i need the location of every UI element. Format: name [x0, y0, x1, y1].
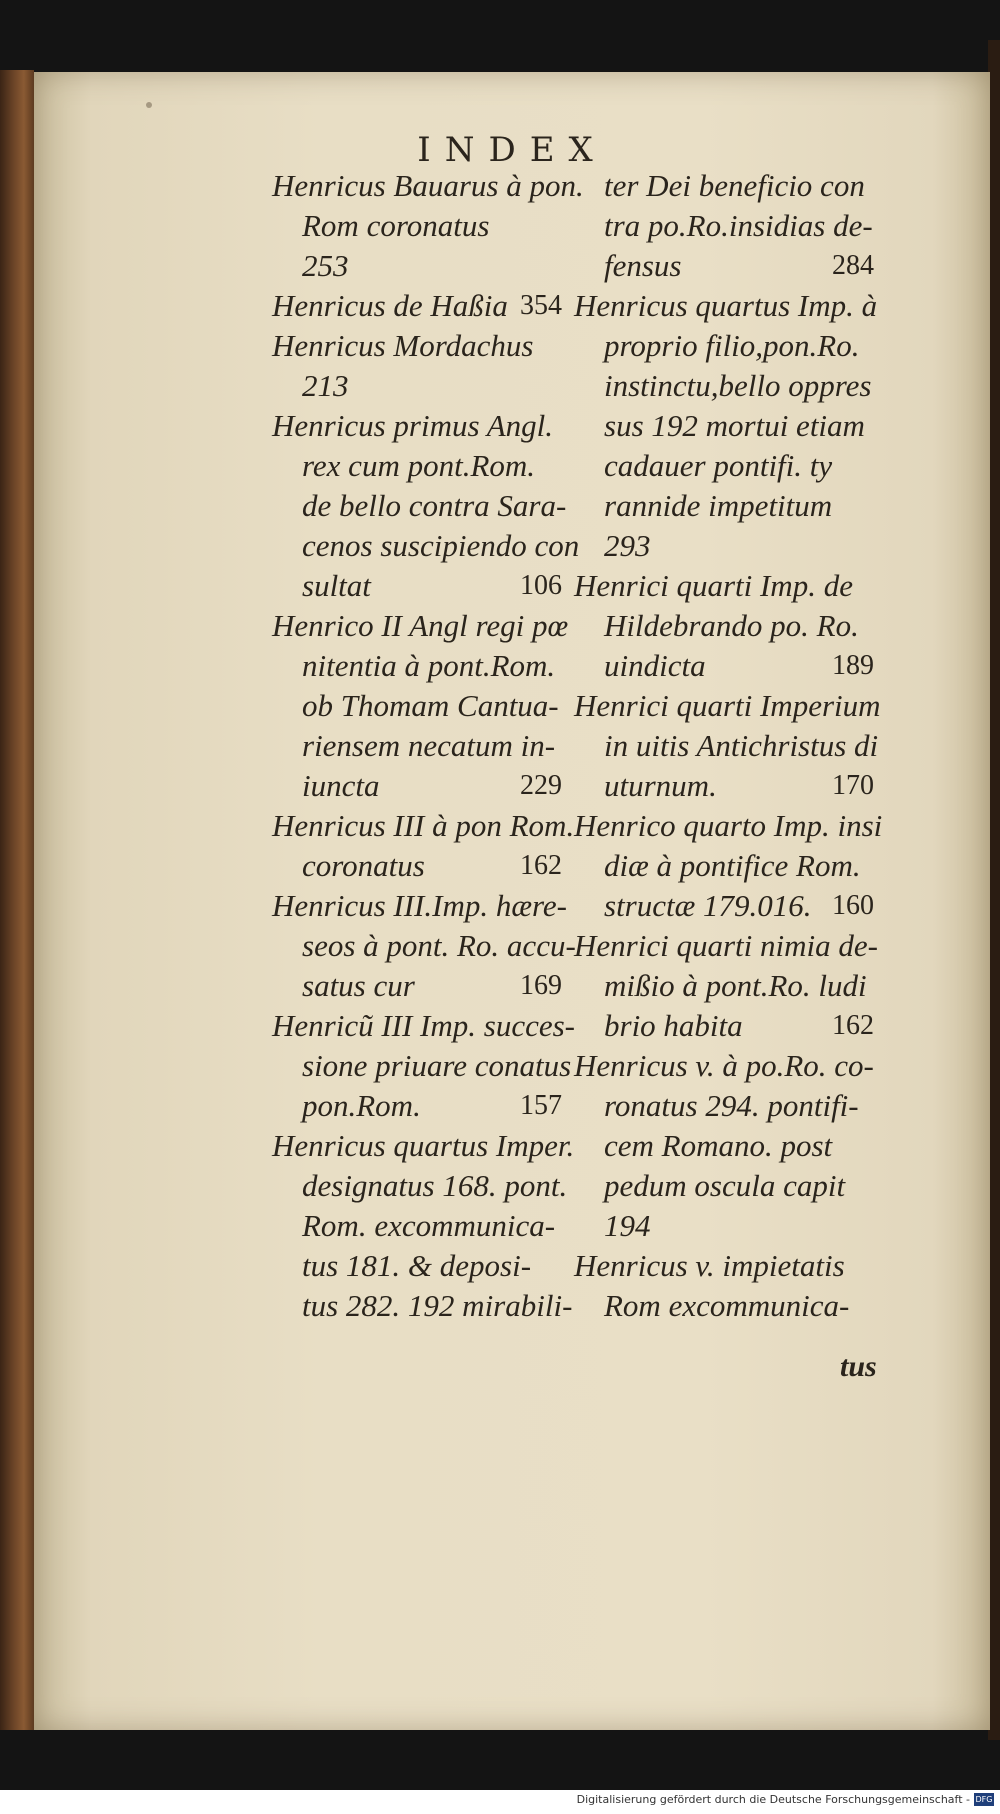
entry-text: tus 282. 192 mirabili-: [302, 1288, 573, 1323]
entry-text: Henrico quarto Imp. insi: [574, 808, 883, 843]
index-entry-line: [574, 886, 874, 926]
index-entry-line: [272, 886, 567, 926]
index-entry-line: [272, 1086, 562, 1126]
index-entry-line: [272, 766, 562, 806]
entry-text: cadauer pontifi. ty: [604, 448, 833, 483]
index-entry-line: [574, 1006, 874, 1046]
index-entry-line: [272, 166, 584, 206]
index-entry-line: [574, 406, 874, 446]
page-reference: 169: [520, 970, 562, 1001]
entry-text: Henricus Mordachus: [272, 328, 534, 363]
index-entry-line: [574, 606, 874, 646]
index-entry-line: [272, 1006, 575, 1046]
entry-text: cenos suscipiendo con: [302, 528, 580, 563]
page-reference: 160: [832, 890, 874, 921]
index-entry-line: [272, 1166, 568, 1206]
entry-text: in uitis Antichristus di: [604, 728, 879, 763]
entry-text: mißio à pont.Ro. ludi: [604, 968, 867, 1003]
entry-text: iuncta: [302, 768, 380, 803]
entry-text: structæ 179.016.: [604, 888, 812, 923]
entry-text: diæ à pontifice Rom.: [604, 848, 861, 883]
index-entry-line: [272, 526, 580, 566]
entry-text: designatus 168. pont.: [302, 1168, 568, 1203]
entry-text: nitentia à pont.Rom.: [302, 648, 556, 683]
dfg-logo: DFG: [975, 1795, 993, 1804]
index-entry-line: [272, 366, 562, 406]
index-entry-line: [272, 1286, 573, 1326]
index-entry-line: [272, 486, 567, 526]
index-entry-line: [272, 1126, 575, 1166]
entry-text: tus 181. & deposi-: [302, 1248, 532, 1283]
entry-text: ob Thomam Cantua-: [302, 688, 559, 723]
page-reference: 162: [832, 1010, 874, 1041]
index-entry-line: [574, 726, 879, 766]
catchword: tus: [840, 1350, 877, 1383]
page-reference: 354: [520, 290, 562, 321]
entry-text: coronatus: [302, 848, 425, 883]
book-edge: [0, 70, 34, 1730]
page-reference: 189: [832, 650, 874, 681]
entry-text: Henrici quarti Imperium: [574, 688, 881, 723]
entry-text: seos à pont. Ro. accu-: [302, 928, 576, 963]
index-entry-line: [272, 1206, 562, 1246]
page-reference: 170: [832, 770, 874, 801]
index-entry-line: [574, 1086, 874, 1126]
index-entry-line: [574, 806, 883, 846]
index-entry-line: [574, 1246, 874, 1286]
index-entry-line: [574, 966, 874, 1006]
index-entry-line: [272, 726, 562, 766]
index-entry-line: [272, 286, 562, 326]
entry-text: 293: [604, 528, 651, 563]
entry-text: instinctu,bello oppres: [604, 368, 872, 403]
index-entry-line: [574, 766, 874, 806]
entry-text: Henricus III à pon Rom.: [272, 808, 575, 843]
index-entry-line: [272, 246, 562, 286]
index-entry-line: [574, 1126, 874, 1166]
index-entry-line: [574, 1206, 874, 1246]
entry-text: sus 192 mortui etiam: [604, 408, 865, 443]
entry-text: proprio filio,pon.Ro.: [604, 328, 860, 363]
entry-text: ter Dei beneficio con: [604, 168, 865, 203]
index-entry-line: [272, 446, 562, 486]
book-page: [34, 72, 990, 1730]
index-entry-line: [574, 286, 878, 326]
entry-text: pon.Rom.: [302, 1088, 421, 1123]
entry-text: 253: [302, 248, 349, 283]
footer-bar: [0, 1790, 1000, 1814]
index-entry-line: [574, 206, 874, 246]
entry-text: Henricus de Haßia: [272, 288, 508, 323]
page-reference: 157: [520, 1090, 562, 1121]
index-entry-line: [272, 686, 562, 726]
page-reference: 229: [520, 770, 562, 801]
entry-text: fensus: [604, 248, 682, 283]
index-entry-line: [272, 566, 562, 606]
index-entry-line: [272, 606, 569, 646]
entry-text: Rom. excommunica-: [302, 1208, 556, 1243]
entry-text: Henricũ III Imp. succes-: [272, 1008, 575, 1043]
entry-text: Rom coronatus: [302, 208, 490, 243]
index-entry-line: [574, 646, 874, 686]
entry-text: rex cum pont.Rom.: [302, 448, 536, 483]
entry-text: cem Romano. post: [604, 1128, 833, 1163]
entry-text: sultat: [302, 568, 371, 603]
index-column-left: [272, 166, 584, 1326]
entry-text: sione priuare conatus: [302, 1048, 572, 1083]
entry-text: tra po.Ro.insidias de-: [604, 208, 873, 243]
index-entry-line: [574, 566, 874, 606]
index-entry-line: [574, 446, 874, 486]
index-entry-line: [272, 846, 562, 886]
page-reference: 106: [520, 570, 562, 601]
entry-text: uturnum.: [604, 768, 717, 803]
index-entry-line: [574, 486, 874, 526]
entry-text: Henricus quartus Imper.: [272, 1128, 575, 1163]
index-entry-line: [272, 326, 562, 366]
index-entry-line: [272, 926, 576, 966]
index-entry-line: [574, 1046, 874, 1086]
entry-text: Henricus quartus Imp. à: [574, 288, 878, 323]
index-entry-line: [272, 806, 575, 846]
entry-text: Hildebrando po. Ro.: [604, 608, 859, 643]
entry-text: pedum oscula capit: [604, 1168, 846, 1203]
index-entry-line: [574, 166, 874, 206]
index-entry-line: [574, 686, 881, 726]
index-entry-line: [574, 846, 874, 886]
index-entry-line: [272, 646, 562, 686]
entry-text: brio habita: [604, 1008, 743, 1043]
entry-text: Henricus III.Imp. hære-: [272, 888, 567, 923]
index-entry-line: [574, 526, 874, 566]
entry-text: Rom excommunica-: [604, 1288, 850, 1323]
index-entry-line: [574, 926, 878, 966]
entry-text: 213: [302, 368, 349, 403]
entry-text: de bello contra Sara-: [302, 488, 567, 523]
page-header: INDEX: [417, 130, 607, 170]
entry-text: Henrici quarti Imp. de: [574, 568, 853, 603]
entry-text: uindicta: [604, 648, 706, 683]
entry-text: Henrici quarti nimia de-: [574, 928, 878, 963]
page-reference: 284: [832, 250, 874, 281]
entry-text: Henricus v. à po.Ro. co-: [574, 1048, 874, 1083]
index-entry-line: [272, 966, 562, 1006]
entry-text: Henricus v. impietatis: [574, 1248, 845, 1283]
entry-text: rannide impetitum: [604, 488, 833, 523]
index-entry-line: [574, 246, 874, 286]
funding-credit: Digitalisierung gefördert durch die Deutsche Forschungsgemeinschaft -: [576, 1793, 970, 1806]
paper-speck: [146, 102, 152, 108]
index-entry-line: [272, 1046, 572, 1086]
index-entry-line: [574, 1286, 874, 1326]
index-entry-line: [272, 206, 562, 246]
index-entry-line: [574, 326, 874, 366]
index-entry-line: [272, 1246, 562, 1286]
entry-text: Henricus Bauarus à pon.: [272, 168, 584, 203]
index-entry-line: [574, 1166, 874, 1206]
entry-text: Henrico II Angl regi pœ: [272, 608, 569, 643]
index-entry-line: [574, 366, 874, 406]
entry-text: satus cur: [302, 968, 415, 1003]
index-entry-line: [272, 406, 562, 446]
index-column-right: [574, 166, 883, 1326]
entry-text: ronatus 294. pontifi-: [604, 1088, 859, 1123]
entry-text: 194: [604, 1208, 651, 1243]
entry-text: riensem necatum in-: [302, 728, 556, 763]
page-reference: 162: [520, 850, 562, 881]
entry-text: Henricus primus Angl.: [272, 408, 554, 443]
